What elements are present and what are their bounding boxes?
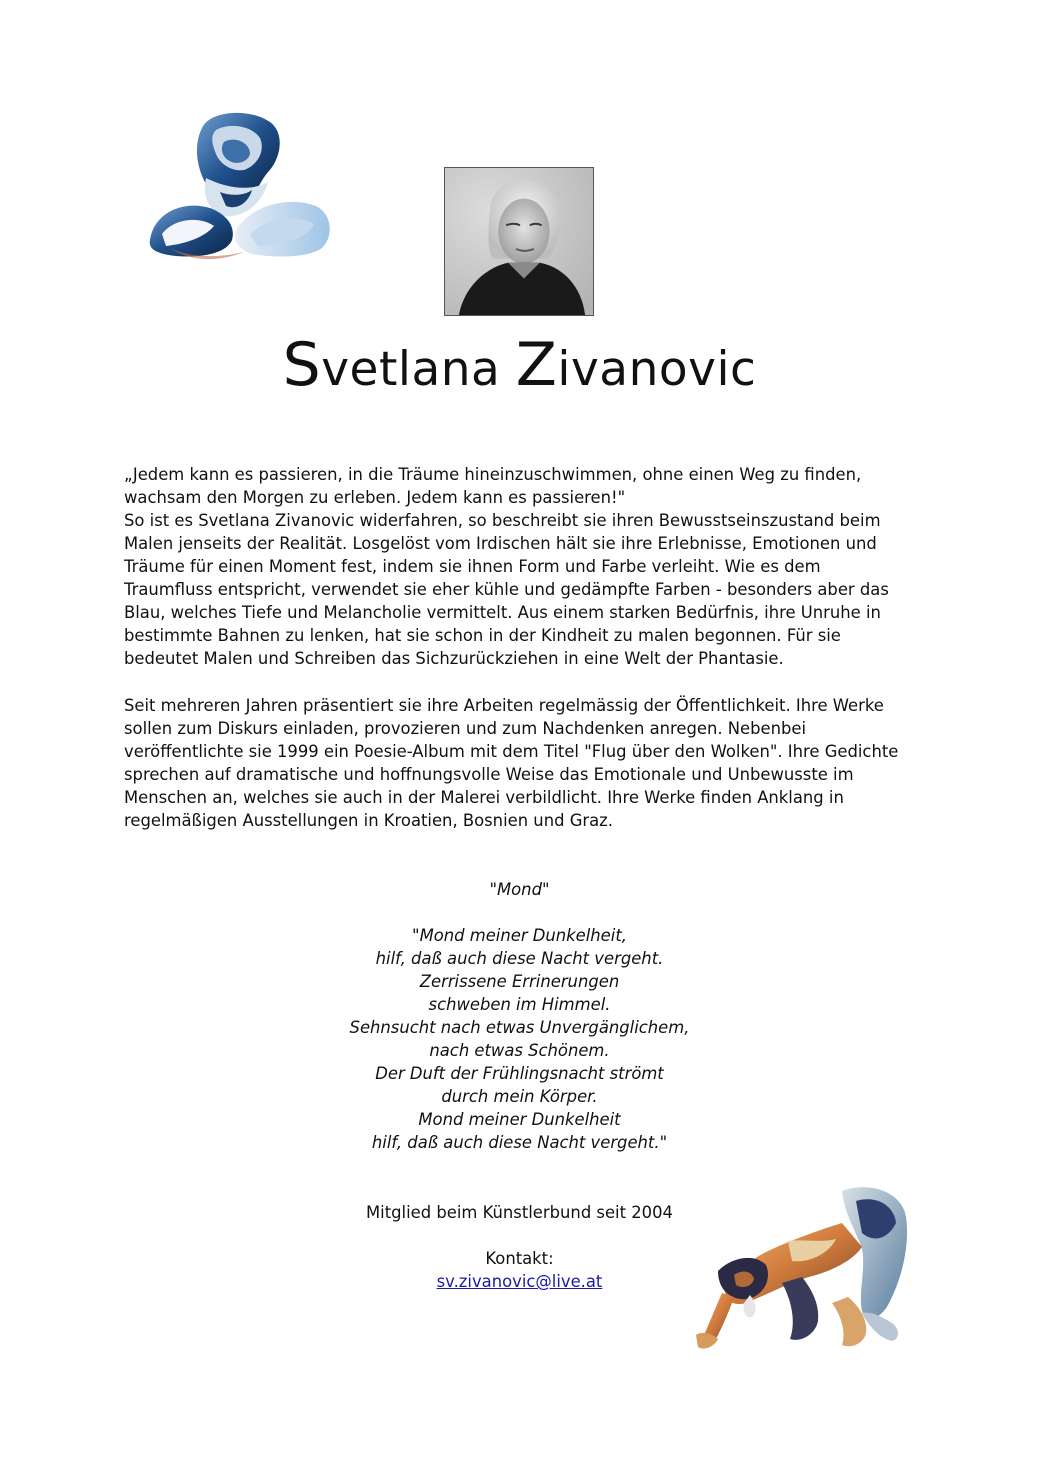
- intro-line: Traumfluss entspricht, verwendet sie eher kühle und gedämpfte Farben - besonders aber das: [124, 580, 889, 599]
- poem-mond: [0, 878, 1039, 1154]
- intro-line: So ist es Svetlana Zivanovic widerfahren, so beschreibt sie ihren Bewusstseinszustand beim: [124, 511, 881, 530]
- poem-line: nach etwas Schönem.: [429, 1041, 610, 1060]
- career-line: Menschen an, welches sie auch in der Malerei verbildlicht. Ihre Werke finden Anklang in: [124, 788, 844, 807]
- intro-line: bestimmte Bahnen zu lenken, hat sie schon in der Kindheit zu malen begonnen. Für sie: [124, 626, 841, 645]
- intro-line: „Jedem kann es passieren, in die Träume hineinzuschwimmen, ohne einen Weg zu finden,: [124, 465, 862, 484]
- poem-line: durch mein Körper.: [441, 1087, 598, 1106]
- career-paragraph: [124, 694, 916, 832]
- career-line: sprechen auf dramatische und hoffnungsvolle Weise das Emotionale und Unbewusste im: [124, 765, 854, 784]
- poem-line: Der Duft der Frühlingsnacht strömt: [375, 1064, 664, 1083]
- contact-label: Kontakt:: [485, 1249, 554, 1268]
- poem-line: hilf, daß auch diese Nacht vergeht.: [375, 949, 664, 968]
- intro-line: Malen jenseits der Realität. Losgelöst vom Irdischen hält sie ihre Erlebnisse, Emotionen und: [124, 534, 877, 553]
- intro-line: bedeutet Malen und Schreiben das Sichzurückziehen in eine Welt der Phantasie.: [124, 649, 784, 668]
- career-line: regelmäßigen Ausstellungen in Kroatien, Bosnien und Graz.: [124, 811, 613, 830]
- artist-portrait-photo: [444, 167, 594, 316]
- painting-blue-figure-image: [140, 108, 335, 263]
- poem-line: Zerrissene Errinerungen: [419, 972, 620, 991]
- poem-line: Sehnsucht nach etwas Unvergänglichem,: [349, 1018, 690, 1037]
- intro-line: Träume für einen Moment fest, indem sie ihnen Form und Farbe verleiht. Wie es dem: [124, 557, 821, 576]
- career-line: veröffentlichte sie 1999 ein Poesie-Album mit dem Titel "Flug über den Wolken". Ihre Gedichte: [124, 742, 899, 761]
- poem-line: Mond meiner Dunkelheit: [418, 1110, 621, 1129]
- career-line: sollen zum Diskurs einladen, provozieren und zum Nachdenken anregen. Nebenbei: [124, 719, 807, 738]
- membership-note: Mitglied beim Künstlerbund seit 2004: [366, 1203, 673, 1222]
- page-title: Svetlana Zivanovic: [282, 330, 757, 400]
- poem-line: hilf, daß auch diese Nacht vergeht.": [371, 1133, 668, 1152]
- intro-line: Blau, welches Tiefe und Melancholie vermittelt. Aus einem starken Bedürfnis, ihre Unruhe in: [124, 603, 881, 622]
- painting-crouching-figure-image: [692, 1183, 914, 1355]
- poem-title: "Mond": [489, 880, 550, 899]
- career-line: Seit mehreren Jahren präsentiert sie ihre Arbeiten regelmässig der Öffentlichkeit. Ihre Werke: [124, 696, 884, 715]
- contact-email-link[interactable]: sv.zivanovic@live.at: [436, 1272, 603, 1291]
- intro-line: wachsam den Morgen zu erleben. Jedem kann es passieren!": [124, 488, 626, 507]
- poem-line: "Mond meiner Dunkelheit,: [412, 926, 627, 945]
- poem-line: schweben im Himmel.: [428, 995, 611, 1014]
- intro-paragraph: [124, 463, 916, 670]
